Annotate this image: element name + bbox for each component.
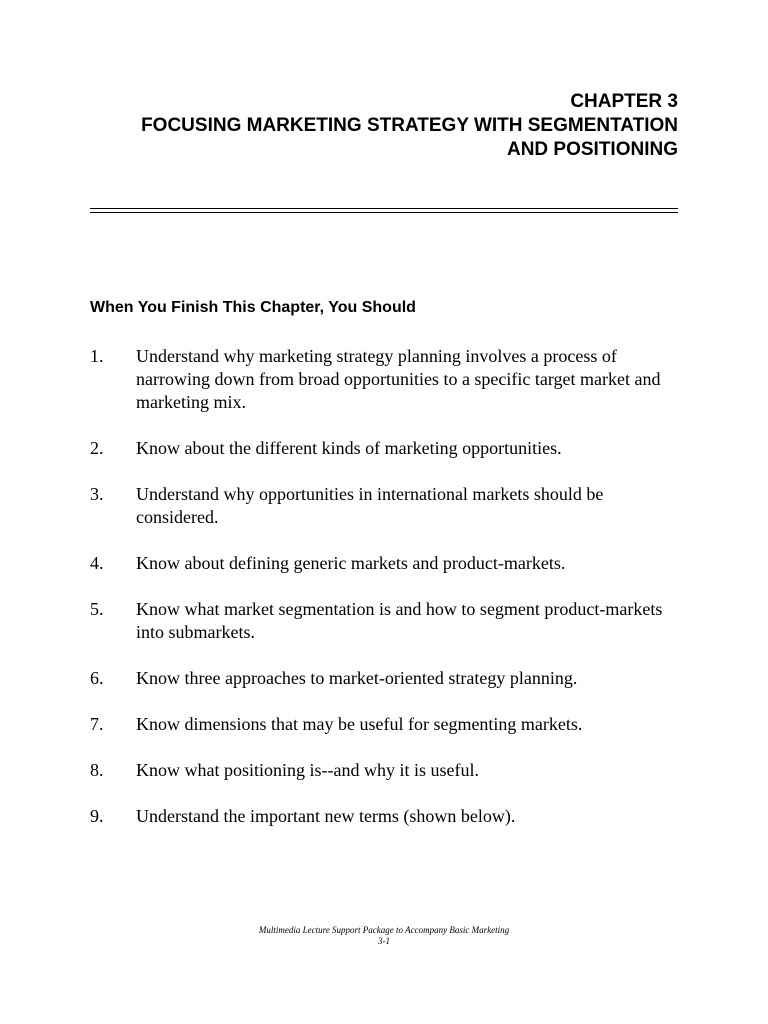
page-footer [0, 925, 768, 947]
objective-number: 6. [90, 668, 104, 688]
objective-text: Know about defining generic markets and product-markets. [136, 553, 566, 573]
chapter-title-line-2: AND POSITIONING [506, 139, 678, 160]
objective-item [90, 759, 680, 782]
page-number: 3-1 [378, 936, 390, 946]
objective-text: Understand why marketing strategy planning involves a process of narrowing down from broad opportunities to a specific target market and marketing mix. [136, 346, 661, 412]
header-rule-top [90, 208, 678, 209]
objective-text: Know what positioning is--and why it is useful. [136, 760, 479, 780]
objective-text: Know three approaches to market-oriented strategy planning. [136, 668, 578, 688]
footer-caption: Multimedia Lecture Support Package to Accompany Basic Marketing [258, 925, 510, 935]
objective-text: Understand the important new terms (shown below). [136, 806, 516, 826]
objective-number: 2. [90, 438, 104, 458]
objective-number: 8. [90, 760, 104, 780]
objective-number: 3. [90, 484, 104, 504]
objective-number: 7. [90, 714, 104, 734]
objective-text: Know what market segmentation is and how to segment product-markets into submarkets. [136, 599, 663, 642]
objectives-list [90, 345, 680, 851]
chapter-header [78, 90, 678, 162]
chapter-number: CHAPTER 3 [570, 91, 678, 112]
objective-item [90, 667, 680, 690]
objective-number: 5. [90, 599, 104, 619]
objective-item [90, 805, 680, 828]
objective-text: Know dimensions that may be useful for segmenting markets. [136, 714, 583, 734]
objective-number: 4. [90, 553, 104, 573]
header-rule-bottom [90, 212, 678, 213]
objective-item [90, 437, 680, 460]
objective-number: 1. [90, 346, 104, 366]
objectives-heading: When You Finish This Chapter, You Should [90, 299, 416, 316]
objective-item [90, 713, 680, 736]
chapter-title-line-1: FOCUSING MARKETING STRATEGY WITH SEGMENTATION [141, 115, 678, 136]
objective-text: Know about the different kinds of marketing opportunities. [136, 438, 562, 458]
objective-number: 9. [90, 806, 104, 826]
objective-item [90, 483, 680, 529]
objective-item [90, 345, 680, 414]
objective-text: Understand why opportunities in international markets should be considered. [136, 484, 604, 527]
objective-item [90, 552, 680, 575]
objective-item [90, 598, 680, 644]
